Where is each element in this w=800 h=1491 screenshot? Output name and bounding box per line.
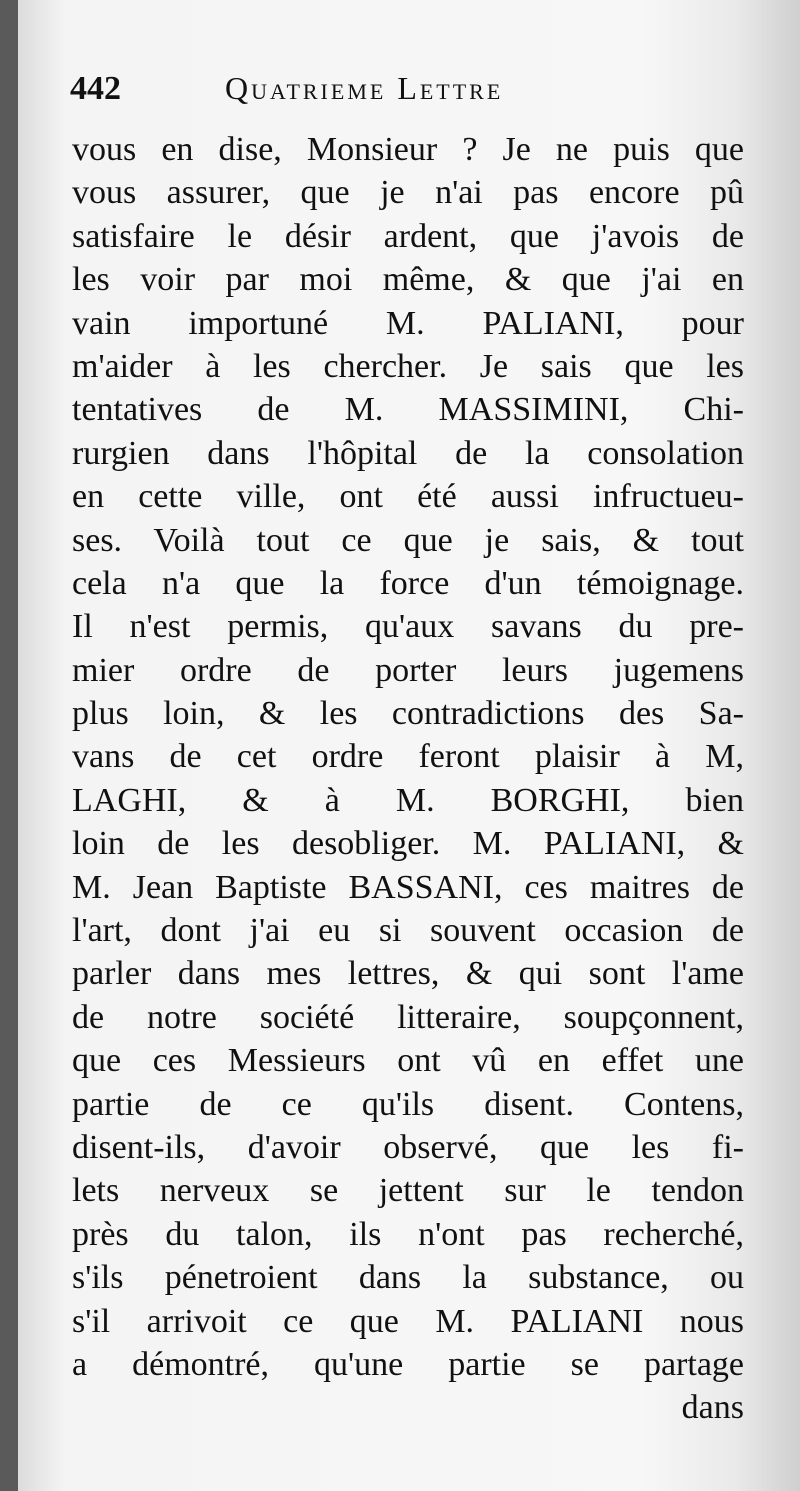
- text-line: de notre société litteraire, soupçonnent,: [72, 998, 744, 1036]
- text-line: mier ordre de porter leurs jugemens: [72, 651, 744, 689]
- text-line: plus loin, & les contradictions des Sa-: [72, 695, 744, 733]
- text-line: a démontré, qu'une partie se partage: [72, 1345, 744, 1383]
- text-line: m'aider à les chercher. Je sais que les: [72, 347, 744, 385]
- text-line: satisfaire le désir ardent, que j'avois de: [72, 217, 744, 255]
- text-line: tentatives de M. MASSIMINI, Chi-: [72, 391, 744, 429]
- catchword: dans: [681, 1389, 744, 1427]
- text-line: M. Jean Baptiste BASSANI, ces maitres de: [72, 868, 744, 906]
- text-line: que ces Messieurs ont vû en effet une: [72, 1042, 744, 1080]
- book-page: [18, 0, 800, 1491]
- text-line: les voir par moi même, & que j'ai en: [72, 261, 744, 299]
- text-line: vain importuné M. PALIANI, pour: [72, 304, 744, 342]
- text-line: l'art, dont j'ai eu si souvent occasion de: [72, 912, 744, 950]
- text-line: lets nerveux se jettent sur le tendon: [72, 1172, 744, 1210]
- text-line: LAGHI, & à M. BORGHI, bien: [72, 781, 744, 819]
- text-line: cela n'a que la force d'un témoignage.: [72, 564, 744, 602]
- running-title: Quatrieme Lettre: [225, 70, 504, 106]
- text-line: parler dans mes lettres, & qui sont l'ame: [72, 955, 744, 993]
- text-line: vous assurer, que je n'ai pas encore pû: [72, 174, 744, 212]
- text-line: s'ils pénetroient dans la substance, ou: [72, 1259, 744, 1297]
- text-line: Il n'est permis, qu'aux savans du pre-: [72, 608, 744, 646]
- text-line: disent-ils, d'avoir observé, que les fi-: [72, 1128, 744, 1166]
- text-line: s'il arrivoit ce que M. PALIANI nous: [72, 1302, 744, 1340]
- text-line: vous en dise, Monsieur ? Je ne puis que: [72, 131, 744, 168]
- text-line: loin de les desobliger. M. PALIANI, &: [72, 825, 744, 863]
- text-line: partie de ce qu'ils disent. Contens,: [72, 1085, 744, 1123]
- text-line: en cette ville, ont été aussi infructueu-: [72, 478, 744, 516]
- text-line: près du talon, ils n'ont pas recherché,: [72, 1215, 744, 1253]
- text-line: ses. Voilà tout ce que je sais, & tout: [72, 521, 744, 559]
- text-line: rurgien dans l'hôpital de la consolation: [72, 434, 744, 472]
- page-number: 442: [70, 70, 121, 107]
- page-header: [70, 70, 670, 120]
- body-text: [72, 128, 744, 1430]
- text-line: vans de cet ordre feront plaisir à M,: [72, 738, 744, 776]
